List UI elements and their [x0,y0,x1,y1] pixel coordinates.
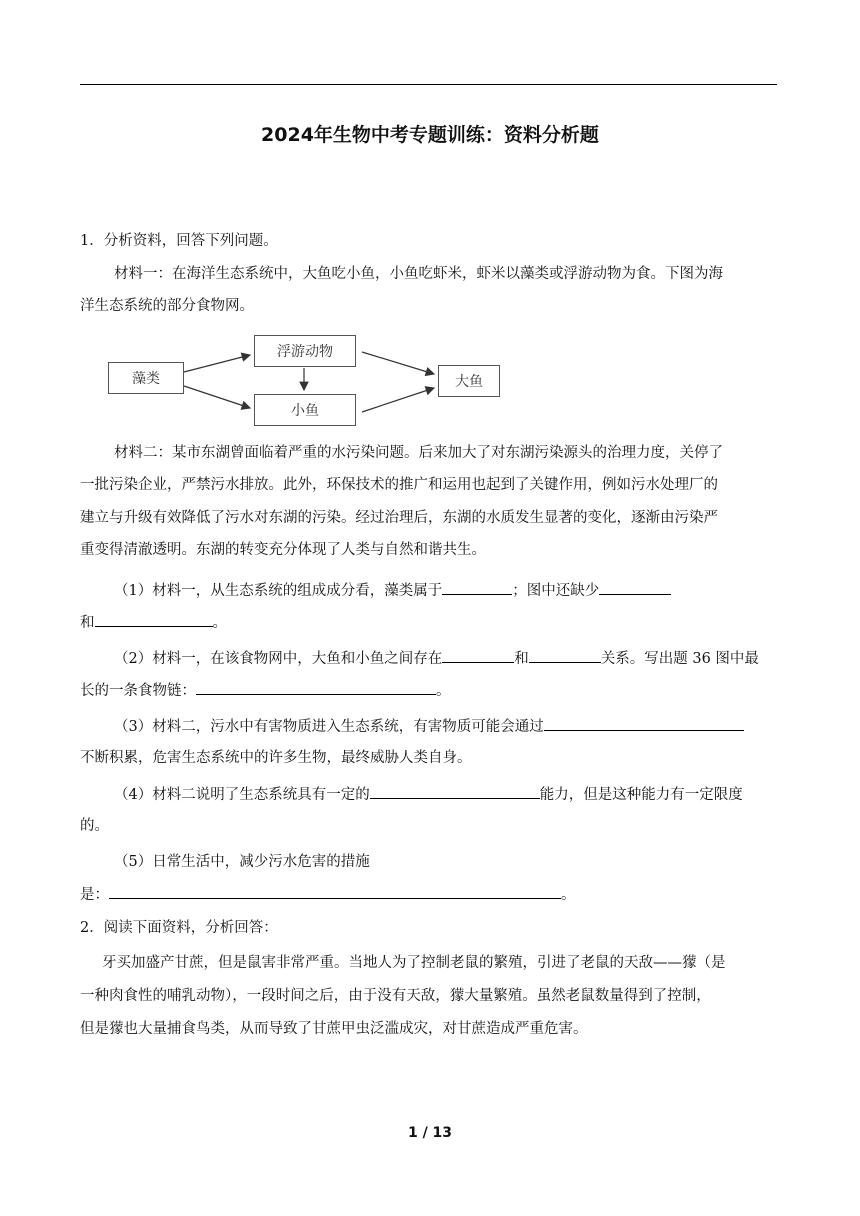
q1-subq3-text-a: （3）材料二，污水中有害物质进入生态系统，有害物质可能会通过 [114,719,544,735]
q1-material2-line1: 材料二：某市东湖曾面临着严重的水污染问题。后来加大了对东湖污染源头的治理力度，关停了 [114,445,723,461]
answer-blank-2b[interactable] [529,648,601,663]
arrow-algae-to-small-fish [184,386,250,408]
q1-stem: 1．分析资料，回答下列问题。 [80,233,278,249]
node-plankton: 浮游动物 [254,335,356,367]
q1-subq5: （5）日常生活中，减少污水危害的措施 [114,854,370,870]
node-big-fish: 大鱼 [438,365,500,397]
food-web-diagram [100,330,520,430]
q1-material1-line2: 洋生态系统的部分食物网。 [80,298,254,314]
q1-subq2-text-b: 和 [514,651,529,667]
q1-subq4-cont: 的。 [80,818,109,834]
q1-material2-line2: 一批污染企业，严禁污水排放。此外，环保技术的推广和运用也起到了关键作用，例如污水处理厂的 [80,477,718,493]
q1-subq4-text-a: （4）材料二说明了生态系统具有一定的 [114,787,370,803]
answer-blank-5a[interactable] [109,884,561,899]
answer-blank-1b[interactable] [599,580,671,595]
q1-subq2 [114,648,780,669]
answer-blank-2c[interactable] [196,680,436,695]
q2-passage-line1: 牙买加盛产甘蔗，但是鼠害非常严重。当地人为了控制老鼠的繁殖，引进了老鼠的天敌——獴（是 [102,955,726,971]
q1-subq1-text-d: 。 [212,615,227,631]
answer-blank-1a[interactable] [442,580,512,595]
node-small-fish: 小鱼 [254,394,356,426]
q1-subq2-cont [80,680,780,701]
page-number: 1 / 13 [407,1125,453,1141]
q1-material2-line4: 重变得清澈透明。东湖的转变充分体现了人类与自然和谐共生。 [80,542,486,558]
q1-subq5-text-b: 是： [80,887,109,903]
q2-passage-line2: 一种肉食性的哺乳动物），一段时间之后，由于没有天敌，獴大量繁殖。虽然老鼠数量得到了控制， [80,988,711,1004]
q1-subq5-text-c: 。 [561,887,576,903]
q2-passage-line3: 但是獴也大量捕食鸟类，从而导致了甘蔗甲虫泛滥成灾，对甘蔗造成严重危害。 [80,1021,588,1037]
q1-subq1-text-b: ；图中还缺少 [512,583,600,599]
node-algae: 藻类 [108,362,184,394]
arrow-algae-to-plankton [184,355,250,372]
q1-material2-line3: 建立与升级有效降低了污水对东湖的污染。经过治理后，东湖的水质发生显著的变化，逐渐由污染严 [80,510,718,526]
answer-blank-1c[interactable] [95,612,213,627]
q1-subq2-text-d: 长的一条食物链： [80,683,196,699]
arrow-small-fish-to-big-fish [362,388,434,412]
q1-subq1-text-c: 和 [80,615,95,631]
q1-subq1-text-a: （1）材料一，从生态系统的组成成分看，藻类属于 [114,583,443,599]
q1-subq4 [114,784,780,805]
q1-subq3 [114,716,780,737]
arrow-plankton-to-big-fish [362,352,434,374]
document-title: 2024年生物中考专题训练：资料分析题 [261,124,599,146]
q1-subq2-text-e: 。 [436,683,451,699]
q1-subq2-text-a: （2）材料一，在该食物网中，大鱼和小鱼之间存在 [114,651,443,667]
q2-stem: 2．阅读下面资料，分析回答： [80,920,278,936]
q1-subq5-cont [80,884,780,905]
answer-blank-4a[interactable] [370,784,540,799]
q1-subq1 [114,580,780,601]
q1-material1-line1: 材料一：在海洋生态系统中，大鱼吃小鱼，小鱼吃虾米，虾米以藻类或浮游动物为食。下图为海 [114,266,723,282]
answer-blank-3a[interactable] [544,716,744,731]
answer-blank-2a[interactable] [442,648,514,663]
q1-subq1-cont [80,612,780,633]
q1-subq2-text-c: 关系。写出题 36 图中最 [600,651,759,667]
header-rule [80,84,777,85]
q1-subq4-text-b: 能力，但是这种能力有一定限度 [539,787,743,803]
q1-subq3-cont: 不断积累，危害生态系统中的许多生物，最终威胁人类自身。 [80,750,472,766]
